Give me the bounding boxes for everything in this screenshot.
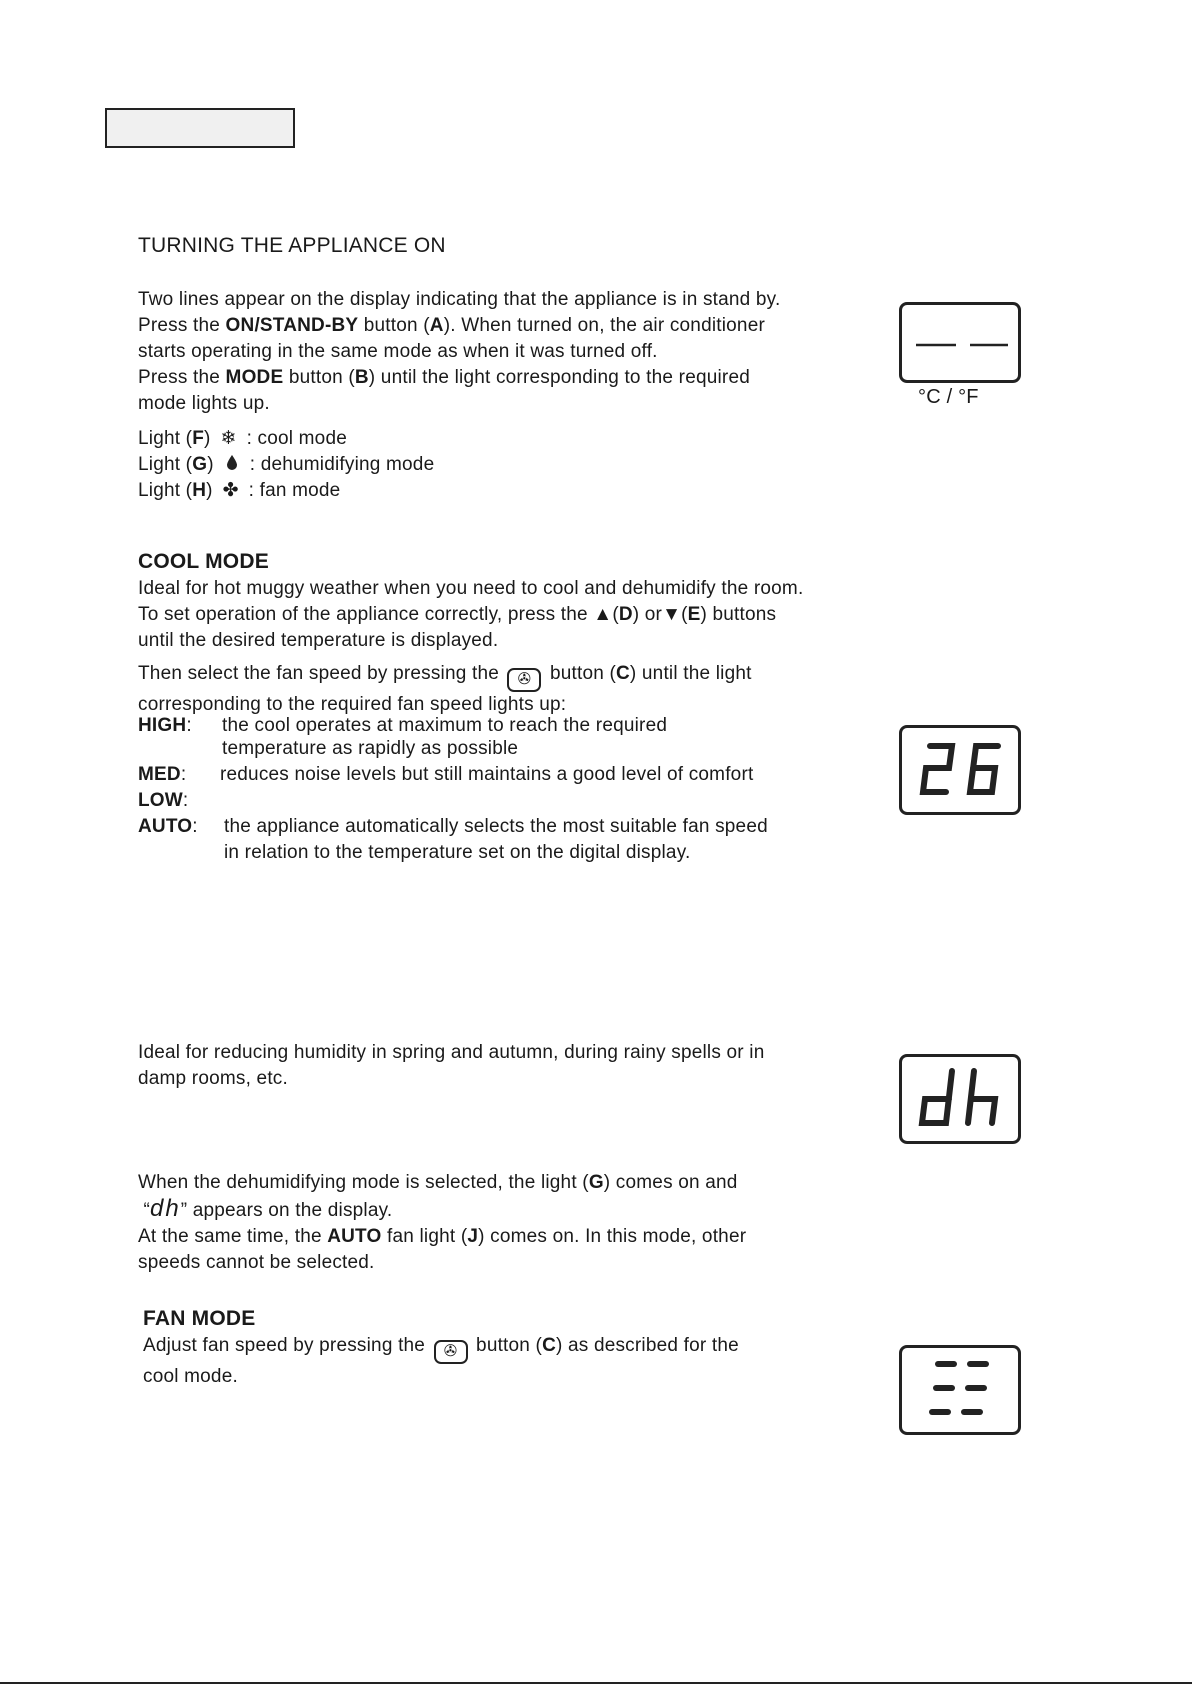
fan-speed-list <box>138 713 768 866</box>
fan-button-icon: ✇ <box>507 668 541 692</box>
speed-auto: AUTO: the appliance automatically selects the most suitable fan speed in relation to the temperature set on the digital display. <box>138 816 768 863</box>
light-row-cool: Light (F) ❄ : cool mode <box>138 426 434 452</box>
dehum-detail-text: When the dehumidifying mode is selected, the light (G) comes on and “dh” appears on the display. At the same time, the AUTO fan light (J) comes on. In this mode, other speeds cannot be selected. <box>138 1172 747 1273</box>
cool-fan-speed-text: Then select the fan speed by pressing the ✇ button (C) until the light corresponding to the required fan speed lights up: <box>138 663 752 715</box>
bottom-rule <box>0 1682 1192 1684</box>
display-unit-label: °C / °F <box>918 386 979 408</box>
seven-segment-dh <box>902 1057 1018 1141</box>
up-arrow-icon: ▲ <box>593 604 613 625</box>
cool-mode-text: Ideal for hot muggy weather when you need to cool and dehumidify the room. To set operation of the appliance correctly, press the ▲(D) or▼(E) buttons until the desired temperature is displayed. <box>138 578 804 651</box>
down-arrow-icon: ▼ <box>662 604 682 625</box>
light-row-fan: Light (H) ✤ : fan mode <box>138 478 434 504</box>
display-temperature <box>899 725 1021 815</box>
dh-symbol: dh <box>150 1195 181 1222</box>
seven-segment-26 <box>902 728 1018 812</box>
display-standby <box>899 302 1021 383</box>
fan-mode-segments <box>902 1348 1018 1432</box>
section-title-fan-mode: FAN MODE <box>143 1307 256 1330</box>
fan-icon: ✤ <box>222 480 239 501</box>
section-title-turning-on: TURNING THE APPLIANCE ON <box>138 234 446 257</box>
dehum-intro-text: Ideal for reducing humidity in spring and autumn, during rainy spells or in damp rooms, etc. <box>138 1042 765 1089</box>
turning-on-text: Two lines appear on the display indicating that the appliance is in stand by. Press the ON/STAND-BY button (A). When turned on, the air conditioner starts operating in the same mode as when it was turned off. Press the MODE button (B) until the light corresponding to the required mode lights up. <box>138 289 781 414</box>
display-dh <box>899 1054 1021 1144</box>
speed-med: MED: reduces noise levels but still maintains a good level of comfort <box>138 764 754 785</box>
section-title-cool-mode: COOL MODE <box>138 550 269 573</box>
fan-mode-text: Adjust fan speed by pressing the ✇ button (C) as described for the cool mode. <box>143 1335 739 1387</box>
display-fan-mode <box>899 1345 1021 1435</box>
speed-low: LOW: <box>138 790 189 811</box>
speed-high: HIGH: the cool operates at maximum to reach the required temperature as rapidly as possible <box>138 715 668 759</box>
standby-dashes <box>902 305 1018 380</box>
light-row-dehumidify: Light (G) : dehumidifying mode <box>138 452 434 478</box>
blank-header-tab <box>105 108 295 148</box>
fan-button-icon: ✇ <box>434 1340 468 1364</box>
mode-lights-list <box>138 426 434 504</box>
droplet-icon <box>214 452 250 478</box>
snowflake-icon: ❄ <box>220 428 237 449</box>
